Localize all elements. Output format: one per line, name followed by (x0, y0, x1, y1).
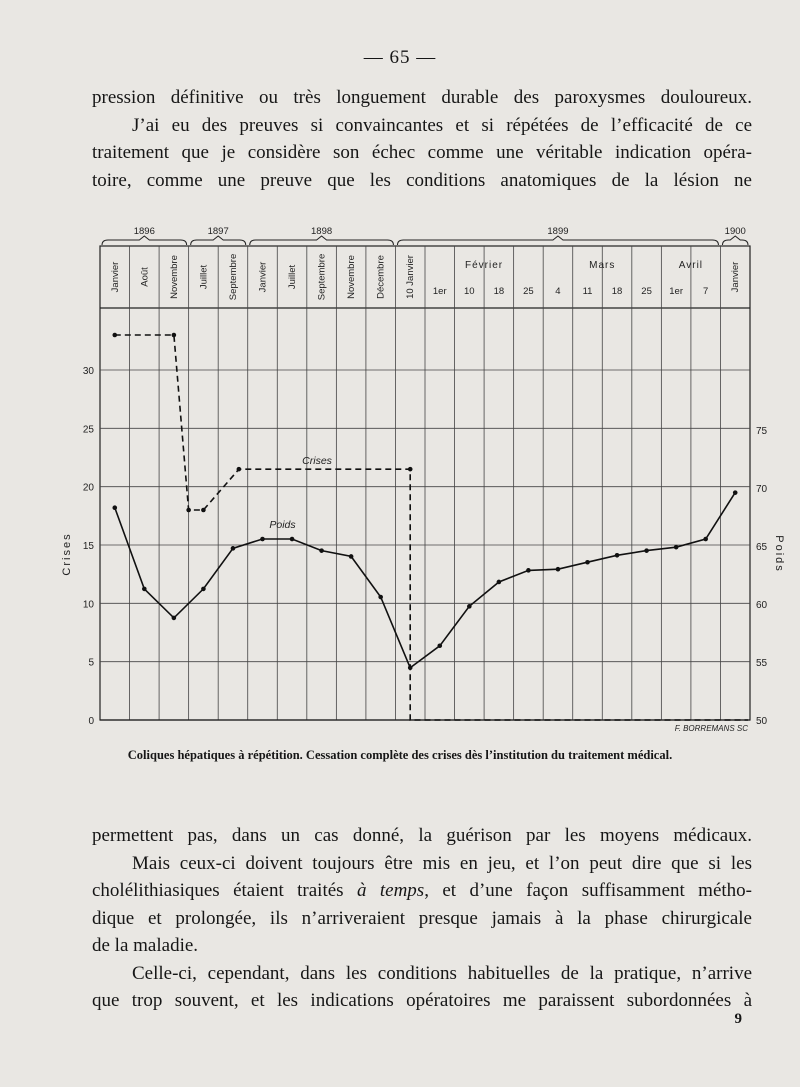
column-label: 10 (464, 286, 475, 297)
poids-point (231, 546, 236, 551)
left-axis-title: Crises (61, 532, 73, 576)
year-label: 1898 (311, 226, 333, 237)
crises-point (408, 467, 413, 472)
crises-point (186, 508, 191, 513)
poids-point (615, 553, 620, 558)
crises-series-label: Crises (302, 455, 332, 468)
text-fragment: cholélithiasiques étaient traités (92, 880, 344, 901)
column-label: Juillet (287, 264, 299, 290)
text-line: toire, comme une preuve que les conditions anatomiques de la lésion ne (92, 169, 752, 191)
right-tick-label: 70 (756, 484, 768, 495)
year-label: 1897 (207, 226, 229, 237)
poids-point (201, 587, 206, 592)
text-line: Mais ceux-ci doivent toujours être mis en jeu, et l’on peut dire que si les (132, 852, 752, 874)
left-tick-label: 30 (82, 366, 94, 377)
text-line: Celle-ci, cependant, dans les conditions habituelles de la pratique, n’arrive (132, 962, 752, 984)
crises-point (172, 333, 177, 338)
column-label: 18 (611, 286, 623, 297)
column-label: 1er (669, 286, 684, 297)
column-label: Août (139, 267, 151, 287)
column-label: 18 (493, 286, 505, 297)
crises-point (201, 508, 206, 513)
text-line: pression définitive ou très longuement durable des paroxysmes douloureux. (92, 87, 752, 108)
column-label: 25 (641, 286, 652, 297)
poids-point (378, 595, 383, 600)
bottom-paragraph (92, 822, 752, 1015)
column-label: Janvier (257, 261, 269, 293)
poids-point (290, 537, 295, 542)
text-line: que trop souvent, et les indications opératoires me paraissent subordonnées à (92, 990, 752, 1011)
year-bracket (102, 236, 187, 245)
year-bracket (397, 236, 718, 245)
right-axis-title: Poids (773, 535, 785, 573)
left-tick-label: 15 (82, 541, 94, 552)
column-label: Septembre (316, 253, 328, 301)
right-tick-label: 60 (756, 600, 768, 611)
year-bracket (722, 236, 748, 245)
column-label: Septembre (227, 253, 239, 301)
poids-point (644, 548, 649, 553)
right-tick-label: 55 (756, 658, 768, 669)
poids-point (526, 568, 531, 573)
year-label: 1896 (133, 226, 155, 237)
left-tick-label: 25 (82, 424, 94, 436)
right-tick-label: 75 (756, 426, 768, 437)
poids-point (437, 643, 442, 648)
column-label: Janvier (109, 261, 121, 293)
poids-point (142, 587, 147, 592)
emphasis-text: à temps (356, 880, 425, 901)
month-group-label: Avril (678, 260, 704, 271)
text-line: dique et prolongée, ils n’arriveraient presque jamais à la phase chirurgicale (92, 907, 752, 929)
year-label: 1899 (547, 226, 569, 237)
column-label: Novembre (346, 255, 358, 299)
left-tick-label: 20 (82, 482, 94, 494)
left-tick-label: 10 (82, 599, 94, 611)
poids-point (703, 537, 708, 542)
text-line: permettent pas, dans un cas donné, la guérison par les moyens médicaux. (92, 825, 752, 846)
right-tick-label: 65 (756, 542, 768, 553)
poids-point (172, 616, 177, 621)
poids-point (467, 604, 472, 609)
month-group-label: Février (465, 260, 504, 271)
column-label: 11 (582, 286, 593, 297)
poids-point (349, 554, 354, 559)
column-label: Novembre (168, 255, 180, 299)
engraver-credit: F. BORREMANS SC (674, 724, 748, 733)
column-label: 10 Janvier (405, 255, 417, 299)
page-number: — 65 — (363, 47, 437, 68)
signature-mark: 9 (734, 1011, 742, 1027)
year-bracket (250, 236, 394, 245)
crises-point (237, 467, 242, 472)
text-line (92, 877, 752, 905)
column-label: Juillet (198, 264, 210, 290)
column-label: Janvier (730, 261, 742, 293)
left-tick-label: 0 (88, 716, 94, 727)
text-line: de la maladie. (92, 935, 199, 956)
poids-point (260, 537, 265, 542)
poids-point (319, 548, 324, 553)
poids-point (674, 545, 679, 550)
chart-svg (60, 222, 785, 742)
top-paragraph (92, 84, 752, 194)
poids-point (112, 505, 117, 510)
text-line: J’ai eu des preuves si convaincantes et si répétées de l’efficacité de ce (132, 114, 752, 136)
month-group-label: Mars (589, 260, 616, 271)
chart-figure (60, 222, 785, 742)
column-label: 4 (555, 286, 561, 297)
crises-point (112, 333, 117, 338)
poids-point (408, 666, 413, 671)
crises-line (115, 335, 748, 720)
year-label: 1900 (724, 226, 746, 237)
poids-series-label: Poids (269, 519, 296, 532)
text-line: traitement que je considère son échec comme une véritable indication opéra- (92, 142, 752, 163)
poids-point (497, 580, 502, 585)
left-tick-label: 5 (88, 657, 94, 669)
column-label: 25 (523, 286, 534, 297)
column-label: 1er (432, 286, 447, 297)
right-tick-label: 50 (756, 716, 768, 727)
column-label: 7 (703, 286, 709, 297)
poids-point (733, 490, 738, 495)
column-label: Décembre (375, 255, 387, 299)
poids-point (556, 567, 561, 572)
poids-point (585, 560, 590, 565)
figure-caption: Coliques hépatiques à répétition. Cessation complète des crises dès l’institution du traitement médical. (127, 748, 673, 762)
text-fragment: , et d’une façon suffisamment métho- (424, 880, 753, 901)
year-bracket (191, 236, 246, 245)
